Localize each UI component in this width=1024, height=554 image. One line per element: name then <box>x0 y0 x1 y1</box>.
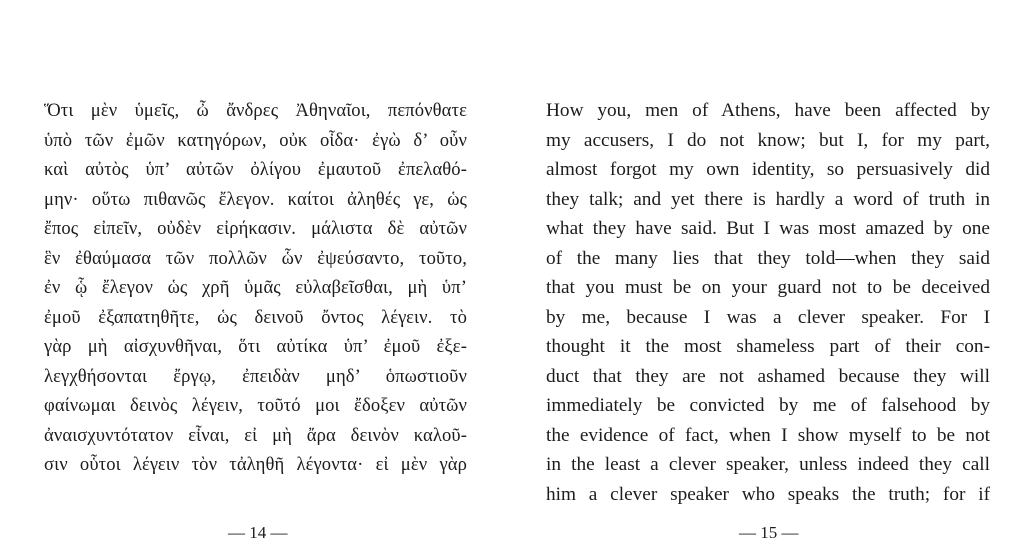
text-line: How you, men of Athens, have been affected by <box>546 100 990 121</box>
text-line: immediately be convicted by me of falsehood by <box>546 395 990 416</box>
text-line: ὑπὸ τῶν ἐμῶν κατηγόρων, οὐκ οἶδα· ἐγὼ δ’ οὖν <box>44 129 467 151</box>
text-line: by me, because I was a clever speaker. For I <box>546 306 990 328</box>
text-line: σιν οὗτοι λέγειν τὸν τἀληθῆ λέγοντα· εἰ μὲν γὰρ <box>44 454 467 475</box>
text-line: duct that they are not ashamed because they will <box>546 365 990 387</box>
right-page-english <box>512 0 1024 554</box>
text-line: they talk; and yet there is hardly a word of truth in <box>546 188 990 210</box>
text-line: ἐν ᾧ ἔλεγον ὡς χρῆ ὑμᾶς εὐλαβεῖσθαι, μὴ ὑπ’ <box>44 277 467 298</box>
text-line: λεγχθήσονται ἔργῳ, ἐπειδὰν μηδ’ ὁπωστιοῦν <box>44 365 467 387</box>
text-line: μην· οὕτω πιθανῶς ἔλεγον. καίτοι ἀληθές γε, ὡς <box>44 188 467 210</box>
text-line: ἐμοῦ ἐξαπατηθῆτε, ὡς δεινοῦ ὄντος λέγειν. τὸ <box>44 306 467 328</box>
text-line: ἔπος εἰπεῖν, οὐδὲν εἰρήκασιν. μάλιστα δὲ αὐτῶν <box>44 218 467 239</box>
page-number-right: — 15 — <box>739 523 799 542</box>
text-line: of the many lies that they told—when they said <box>546 247 990 269</box>
page-number-left: — 14 — <box>228 523 288 542</box>
text-line: the evidence of fact, when I show myself to be not <box>546 424 990 446</box>
text-line: καὶ αὐτὸς ὑπ’ αὐτῶν ὀλίγου ἐμαυτοῦ ἐπελαθό- <box>44 159 467 180</box>
text-line: thought it the most shameless part of their con- <box>546 336 990 357</box>
text-line: him a clever speaker who speaks the truth; for if <box>546 483 990 505</box>
text-line: what they have said. But I was most amazed by one <box>546 218 990 239</box>
text-line: Ὅτι μὲν ὑμεῖς, ὦ ἄνδρες Ἀθηναῖοι, πεπόνθατε <box>44 100 467 121</box>
text-line: in the least a clever speaker, unless indeed they call <box>546 454 990 475</box>
text-line: ἀναισχυντότατον εἶναι, εἰ μὴ ἄρα δεινὸν καλοῦ- <box>44 424 467 446</box>
greek-text-block <box>44 96 467 480</box>
text-line: my accusers, I do not know; but I, for my part, <box>546 129 990 151</box>
text-line: that you must be on your guard not to be deceived <box>546 277 990 298</box>
text-line: ἓν ἐθαύμασα τῶν πολλῶν ὧν ἐψεύσαντο, τοῦτο, <box>44 247 467 269</box>
text-line: γὰρ μὴ αἰσχυνθῆναι, ὅτι αὐτίκα ὑπ’ ἐμοῦ ἐξε- <box>44 336 467 357</box>
english-text-block <box>546 96 990 509</box>
text-line: φαίνωμαι δεινὸς λέγειν, τοῦτό μοι ἔδοξεν αὐτῶν <box>44 395 467 416</box>
text-line: almost forgot my own identity, so persuasively did <box>546 159 990 180</box>
